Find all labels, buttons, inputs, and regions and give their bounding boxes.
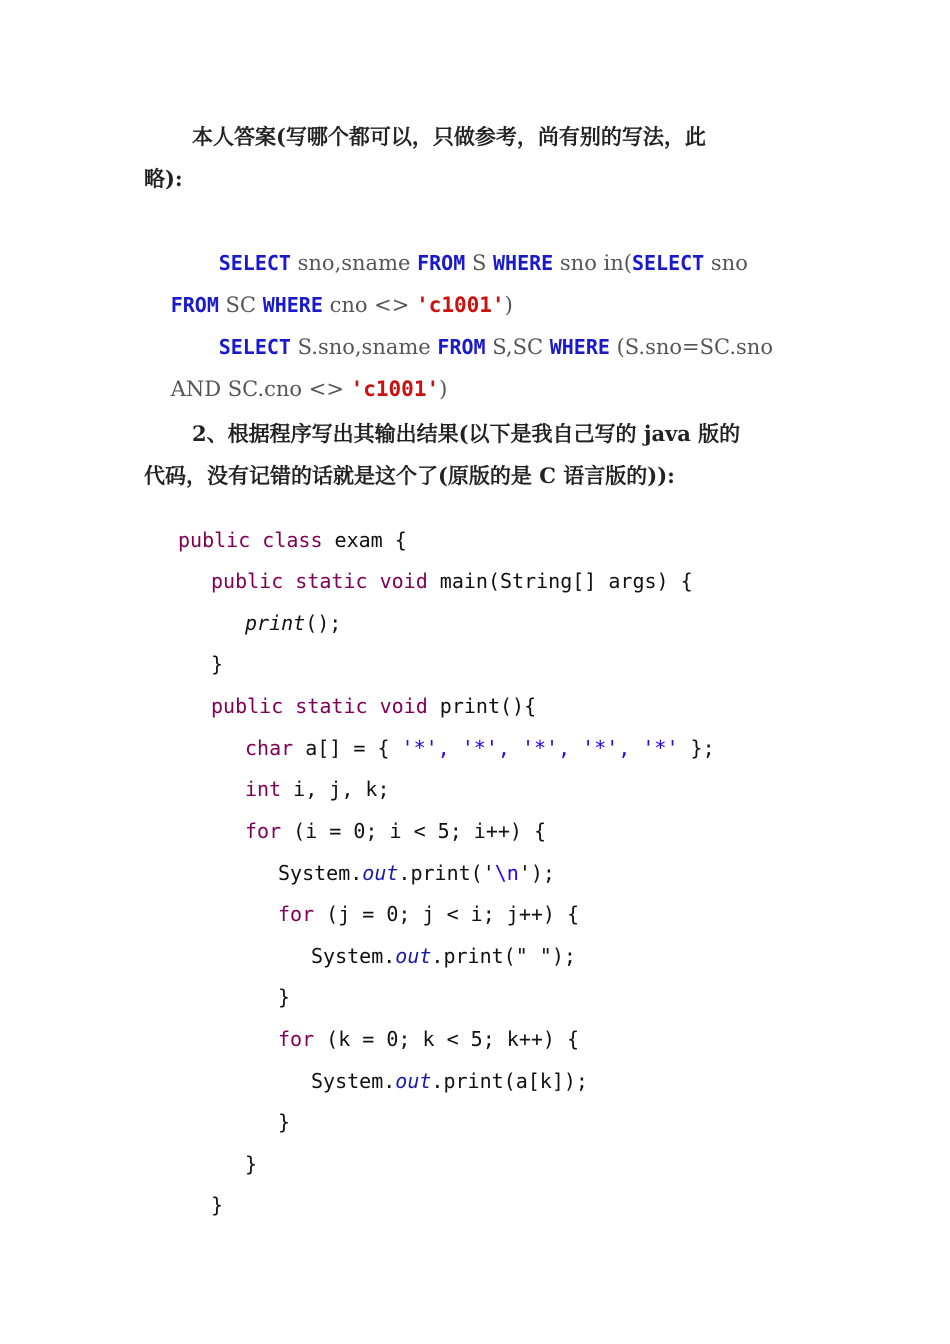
code-line-14 (311, 1071, 588, 1091)
code-line-17 (211, 1195, 223, 1215)
sql-text: AND SC.cno <> (170, 377, 351, 401)
code-line-16 (245, 1154, 257, 1174)
java-keyword: public static void (211, 569, 428, 593)
code-line-4 (211, 654, 223, 674)
java-keyword: for (278, 1027, 315, 1051)
sql-text: S (465, 251, 494, 275)
sql-text: (S.sno=SC.sno (609, 335, 773, 359)
code-text: } (278, 985, 291, 1009)
sql-text: cno <> (322, 293, 417, 317)
code-text: (i = 0; i < 5; i++) { (281, 819, 547, 843)
code-text: a[] = { (293, 736, 402, 760)
code-text: exam { (322, 528, 407, 552)
java-keyword: for (245, 819, 282, 843)
sql-text: sno in( (553, 251, 632, 275)
sql-text: ) (439, 377, 448, 401)
sql-text: S.sno,sname (290, 335, 438, 359)
intro-line-1: 本人答案(写哪个都可以，只做参考，尚有别的写法，此 (192, 124, 706, 149)
code-text: (); (305, 611, 342, 635)
sql-keyword: WHERE (262, 293, 323, 317)
code-text: (j = 0; j < i; j++) { (314, 902, 580, 926)
code-line-10 (278, 904, 579, 924)
static-field: out (362, 861, 399, 885)
code-line-3 (245, 613, 341, 633)
code-line-1 (178, 530, 407, 550)
sql-keyword: SELECT (218, 251, 291, 275)
sql-keyword: SELECT (631, 251, 705, 275)
code-text: i, j, k; (281, 777, 390, 801)
intro-line-2: 略): (144, 166, 183, 191)
sql-text: sno,sname (290, 251, 418, 275)
question-2-line-1: 2、根据程序写出其输出结果(以下是我自己写的 java 版的 (192, 421, 741, 446)
code-line-6 (245, 738, 715, 758)
code-text: (k = 0; k < 5; k++) { (314, 1027, 580, 1051)
java-keyword: public class (178, 528, 323, 552)
code-line-9 (278, 863, 555, 883)
code-text: .print(' (398, 861, 495, 885)
char-literals: '*', '*', '*', '*', '*' (401, 736, 679, 760)
code-line-2 (211, 571, 693, 591)
code-line-15 (278, 1112, 290, 1132)
java-keyword: for (278, 902, 315, 926)
sql-keyword: WHERE (549, 335, 610, 359)
code-line-12 (278, 987, 290, 1007)
code-text: '); (518, 861, 555, 885)
sql-keyword: SELECT (218, 335, 291, 359)
question-2-line-2: 代码，没有记错的话就是这个了(原版的是 C 语言版的)): (144, 463, 675, 488)
sql-string: 'c1001' (416, 293, 505, 317)
sql-text: sno (704, 251, 748, 275)
code-text: }; (678, 736, 715, 760)
code-text: } (278, 1110, 291, 1134)
java-keyword: char (245, 736, 294, 760)
code-text: main(String[] args) { (427, 569, 693, 593)
java-keyword: int (245, 777, 282, 801)
static-field: out (395, 1069, 432, 1093)
sql-keyword: FROM (437, 335, 486, 359)
sql-text: S,SC (485, 335, 550, 359)
code-text: .print(a[k]); (431, 1069, 588, 1093)
code-text: System. (311, 1069, 396, 1093)
code-text: print(){ (427, 694, 537, 718)
sql-keyword: FROM (170, 293, 219, 317)
java-keyword: public static void (211, 694, 428, 718)
code-text: } (211, 1193, 224, 1217)
sql-string: 'c1001' (350, 377, 440, 401)
sql-text: SC (218, 293, 263, 317)
code-line-7 (245, 779, 390, 799)
char-literal: \n (494, 861, 519, 885)
code-text: .print(" "); (431, 944, 576, 968)
code-text: System. (278, 861, 363, 885)
code-line-11 (311, 946, 576, 966)
sql-keyword: WHERE (493, 251, 554, 275)
sql-keyword: FROM (417, 251, 466, 275)
method-call: print (245, 611, 306, 635)
code-text: } (211, 652, 224, 676)
sql-text: ) (504, 293, 513, 317)
code-line-13 (278, 1029, 579, 1049)
code-line-8 (245, 821, 546, 841)
code-line-5 (211, 696, 536, 716)
code-text: System. (311, 944, 396, 968)
sql-query-2-line-2 (144, 358, 447, 421)
code-text: } (245, 1152, 258, 1176)
static-field: out (395, 944, 432, 968)
